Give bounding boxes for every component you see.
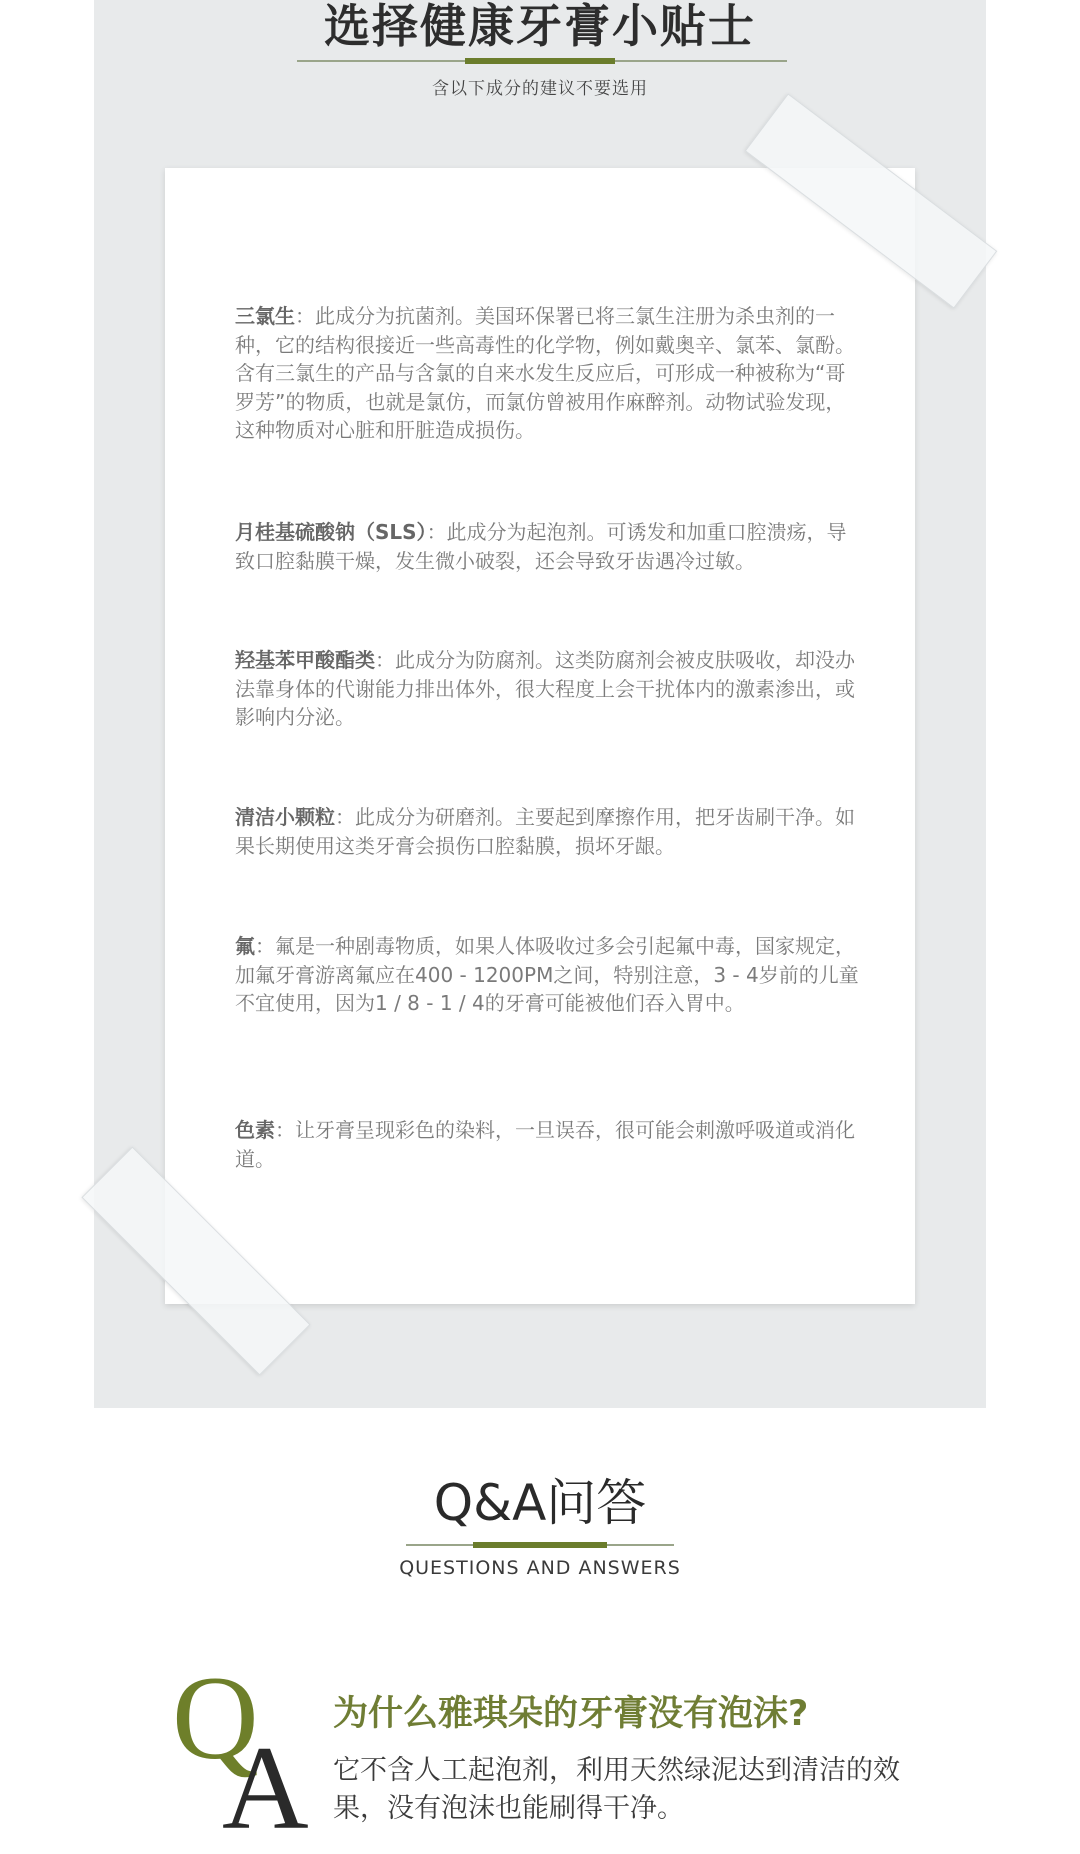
title-underline xyxy=(297,60,787,62)
ingredient-item xyxy=(235,1116,865,1173)
ingredient-term: 氟 xyxy=(235,934,255,958)
question-text: 为什么雅琪朵的牙膏没有泡沫? xyxy=(333,1694,809,1734)
ingredient-text: ：让牙膏呈现彩色的染料，一旦误吞，很可能会刺激呼吸道或消化道。 xyxy=(235,1118,855,1171)
ingredient-item xyxy=(235,302,865,445)
ingredient-text: ：此成分为防腐剂。这类防腐剂会被皮肤吸收，却没办法靠身体的代谢能力排出体外，很大程度上会干扰体内的激素渗出，或影响内分泌。 xyxy=(235,648,855,729)
ingredient-text: ：此成分为研磨剂。主要起到摩擦作用，把牙齿刷干净。如果长期使用这类牙膏会损伤口腔黏膜，损坏牙龈。 xyxy=(235,805,855,858)
ingredient-item xyxy=(235,932,865,1018)
ingredient-term: 月桂基硫酸钠（SLS） xyxy=(235,520,427,544)
page-title: 选择健康牙膏小贴士 xyxy=(324,0,756,53)
answer-text: 它不含人工起泡剂，利用天然绿泥达到清洁的效果，没有泡沫也能刷得干净。 xyxy=(333,1755,900,1824)
ingredient-text: ：此成分为抗菌剂。美国环保署已将三氯生注册为杀虫剂的一种，它的结构很接近一些高毒性的化学物，例如戴奥辛、氯苯、氯酚。含有三氯生的产品与含氯的自来水发生反应后，可形成一种被称为“哥罗芳”的物质，也就是氯仿，而氯仿曾被用作麻醉剂。动物试验发现，这种物质对心脏和肝脏造成损伤。 xyxy=(235,304,855,442)
qa-mark-q: Q xyxy=(172,1651,259,1784)
ingredient-item xyxy=(235,518,865,575)
ingredient-term: 清洁小颗粒 xyxy=(235,805,335,829)
ingredient-text: ：氟是一种剧毒物质，如果人体吸收过多会引起氟中毒，国家规定，加氟牙膏游离氟应在400 - 1200PM之间，特别注意，3 - 4岁前的儿童不宜使用，因为1 / 8 - 1 / 4的牙膏可能被他们吞入胃中。 xyxy=(235,934,859,1015)
qa-title-underline xyxy=(406,1544,674,1546)
ingredient-item xyxy=(235,803,865,860)
ingredient-item xyxy=(235,646,865,732)
ingredient-term: 羟基苯甲酸酯类 xyxy=(235,648,375,672)
qa-subtitle: QUESTIONS AND ANSWERS xyxy=(399,1557,681,1579)
qa-mark-a: A xyxy=(222,1721,309,1854)
ingredient-term: 三氯生 xyxy=(235,304,295,328)
qa-title: Q&A问答 xyxy=(433,1474,647,1532)
page-subtitle: 含以下成分的建议不要选用 xyxy=(432,79,648,99)
ingredient-text: ：此成分为起泡剂。可诱发和加重口腔溃疡，导致口腔黏膜干燥，发生微小破裂，还会导致牙齿遇冷过敏。 xyxy=(235,520,847,573)
qa-logo-mark xyxy=(172,1651,309,1854)
ingredient-term: 色素 xyxy=(235,1118,275,1142)
